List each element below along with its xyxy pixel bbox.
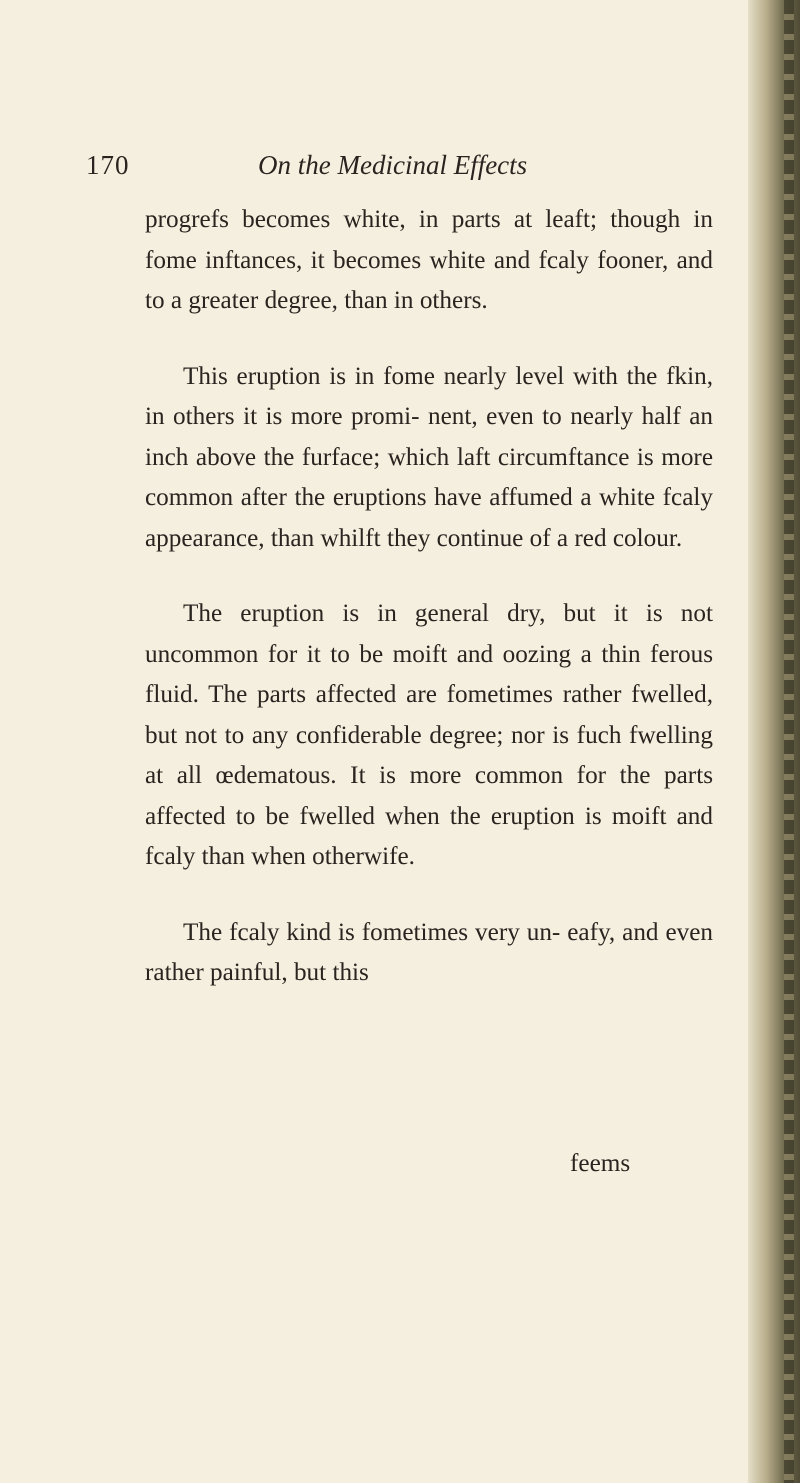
- running-head: On the Medicinal Effects: [258, 150, 528, 180]
- page-number: 170: [86, 150, 130, 180]
- binding-edge-texture: [784, 0, 794, 1483]
- body-text: [145, 200, 713, 994]
- paragraph-1: progrefs becomes white, in parts at leaft; though in fome inftances, it becomes white and fcaly fooner, and to a greater degree, than in others.: [145, 206, 713, 314]
- catchword: feems: [570, 1150, 631, 1177]
- paragraph-2: This eruption is in fome nearly level with the fkin, in others it is more promi- nent, even to nearly half an inch above the furface; which laft circumftance is more common after the eruptions have affumed a white fcaly appearance, than whilft they continue of a red colour.: [145, 362, 713, 552]
- paragraph-3: The eruption is in general dry, but it is not uncommon for it to be moift and oozing a thin ferous fluid. The parts affected are fometimes rather fwelled, but not to any confiderable degree; nor is fuch fwelling at all œdematous. It is more common for the parts affected to be fwelled when the eruption is moift and fcaly than when otherwife.: [145, 600, 713, 870]
- page-header: [0, 150, 740, 190]
- paragraph-4: The fcaly kind is fometimes very un- eafy, and even rather painful, but this: [145, 918, 713, 986]
